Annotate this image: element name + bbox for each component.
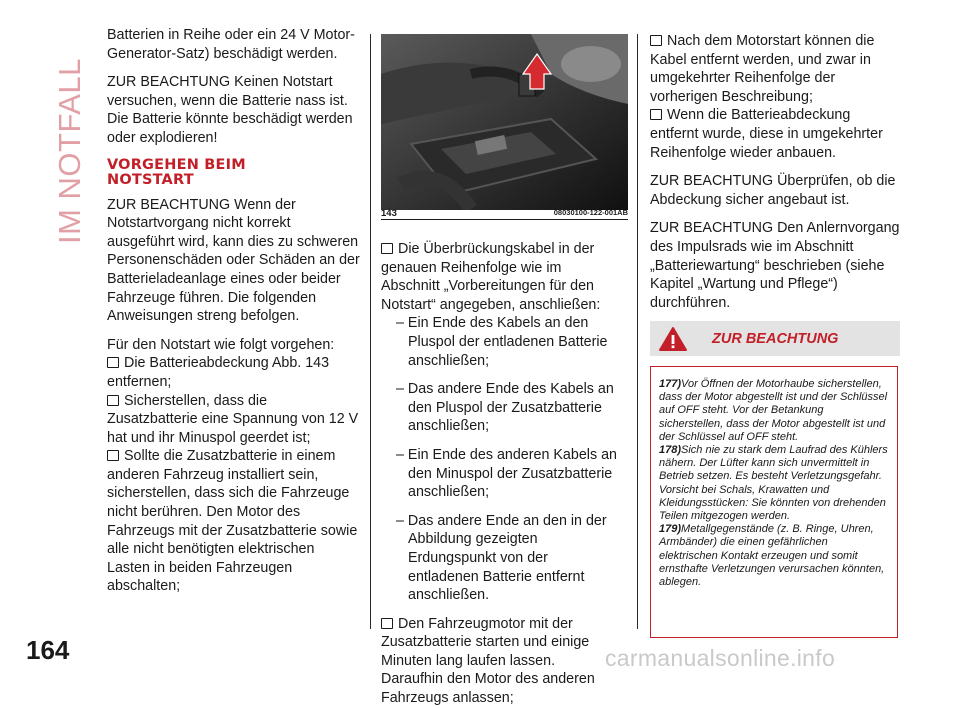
column-divider (637, 34, 638, 629)
intro-text: Für den Notstart wie folgt vorgehen: (107, 336, 335, 353)
checkbox-bullet-icon (107, 357, 119, 368)
page-number: 164 (26, 635, 70, 665)
section-title: IM NOTFALL (52, 58, 87, 244)
battery-illustration (381, 34, 628, 210)
column-3 (650, 32, 900, 322)
section-heading: VORGEHEN BEIM NOTSTART (107, 156, 246, 188)
column-2 (381, 240, 621, 708)
list-item: Nach dem Motorstart können die Kabel entfernt werden, und zwar in umgekehrter Reihenfolge der vorherigen Beschreibung; (650, 33, 875, 105)
warning-item: 179)Metallgegenstände (z. B. Ringe, Uhren, Armbänder) die einen gefährlichen elektrischen Kontakt erzeugen und somit ernsthafte Verletzungen verursachen könnten, ablegen. (659, 523, 885, 589)
checkbox-bullet-icon (107, 450, 119, 461)
checkbox-bullet-icon (381, 618, 393, 629)
checkbox-bullet-icon (107, 395, 119, 406)
checkbox-bullet-icon (381, 243, 393, 254)
warning-box (650, 366, 898, 638)
column-divider (370, 34, 371, 629)
checkbox-bullet-icon (650, 109, 662, 120)
warning-header (650, 321, 900, 356)
note-paragraph: ZUR BEACHTUNG Keinen Notstart versuchen, wenn die Batterie nass ist. Die Batterie könnte beschädigt werden oder explodieren! (107, 74, 353, 146)
checkbox-bullet-icon (650, 35, 662, 46)
list-item: Sollte die Zusatzbatterie in einem anderen Fahrzeug installiert sein, sicherstellen, dass sich die Fahrzeuge nicht berühren. Den Motor des Fahrzeugs mit der Zusatzbatterie sowie alle nicht benötigten elektrischen Lasten in beiden Fahrzeugen abschalten; (107, 448, 358, 595)
note-paragraph: ZUR BEACHTUNG Den Anlernvorgang des Impulsrads wie im Abschnitt „Batteriewartung“ beschrieben (siehe Kapitel „Wartung und Pflege“) durchführen. (650, 220, 900, 311)
sub-step: – Das andere Ende an den in der Abbildung gezeigten Erdungspunkt von der entladenen Batterie entfernt anschließen. (396, 512, 607, 604)
column-1 (107, 26, 361, 596)
list-item: Wenn die Batterieabdeckung entfernt wurde, diese in umgekehrter Reihenfolge wieder anbauen. (650, 107, 883, 161)
warning-title: ZUR BEACHTUNG (712, 331, 839, 347)
figure-code: 08030100-122-001AB (553, 208, 628, 217)
list-item: Die Überbrückungskabel in der genauen Reihenfolge wie im Abschnitt „Vorbereitungen für den Notstart“ angegeben, anschließen: (381, 241, 601, 313)
caption-rule (381, 219, 628, 220)
note-paragraph: ZUR BEACHTUNG Wenn der Notstartvorgang nicht korrekt ausgeführt wird, kann dies zu schweren Personenschäden oder Schäden an der Batterieladeanlage eines oder beider Fahrzeuge führen. Die folgenden Anweisungen streng befolgen. (107, 196, 360, 325)
watermark: carmanualsonline.info (605, 645, 836, 671)
engine-battery-photo (381, 34, 628, 210)
warning-item: 177)Vor Öffnen der Motorhaube sicherstellen, dass der Motor abgestellt ist und der Schlüssel auf OFF steht. Vor der Betankung sicherstellen, dass der Motor abgestellt ist und der Schlüssel auf OFF steht. (659, 378, 888, 443)
sub-step: – Ein Ende des Kabels an den Pluspol der entladenen Batterie anschließen; (396, 315, 608, 369)
list-item: Sicherstellen, dass die Zusatzbatterie eine Spannung von 12 V hat und ihr Minuspol geerdet ist; (107, 392, 359, 446)
warning-triangle-icon (658, 326, 688, 352)
sub-step: – Das andere Ende des Kabels an den Pluspol der Zusatzbatterie anschließen; (396, 381, 614, 435)
sub-step: – Ein Ende des anderen Kabels an den Minuspol der Zusatzbatterie anschließen; (396, 446, 617, 501)
list-item: Den Fahrzeugmotor mit der Zusatzbatterie starten und einige Minuten lang laufen lassen. Daraufhin den Motor des anderen Fahrzeugs anlassen; (381, 615, 595, 707)
paragraph: Batterien in Reihe oder ein 24 V Motor-Generator-Satz) beschädigt werden. (107, 27, 355, 62)
note-paragraph: ZUR BEACHTUNG Überprüfen, ob die Abdeckung sicher angebaut ist. (650, 173, 896, 208)
list-item: Die Batterieabdeckung Abb. 143 entfernen; (107, 355, 330, 390)
figure-number: 143 (381, 208, 397, 219)
warning-item: 178)Sich nie zu stark dem Laufrad des Kühlers nähern. Der Lüfter kann sich unvermittelt in Betrieb setzen. Es besteht Verletzungsgefahr. Vorsicht bei Schals, Krawatten und Kleidungsstücken: Sie könnten von drehenden Teilen mitgezogen werden. (659, 444, 888, 523)
